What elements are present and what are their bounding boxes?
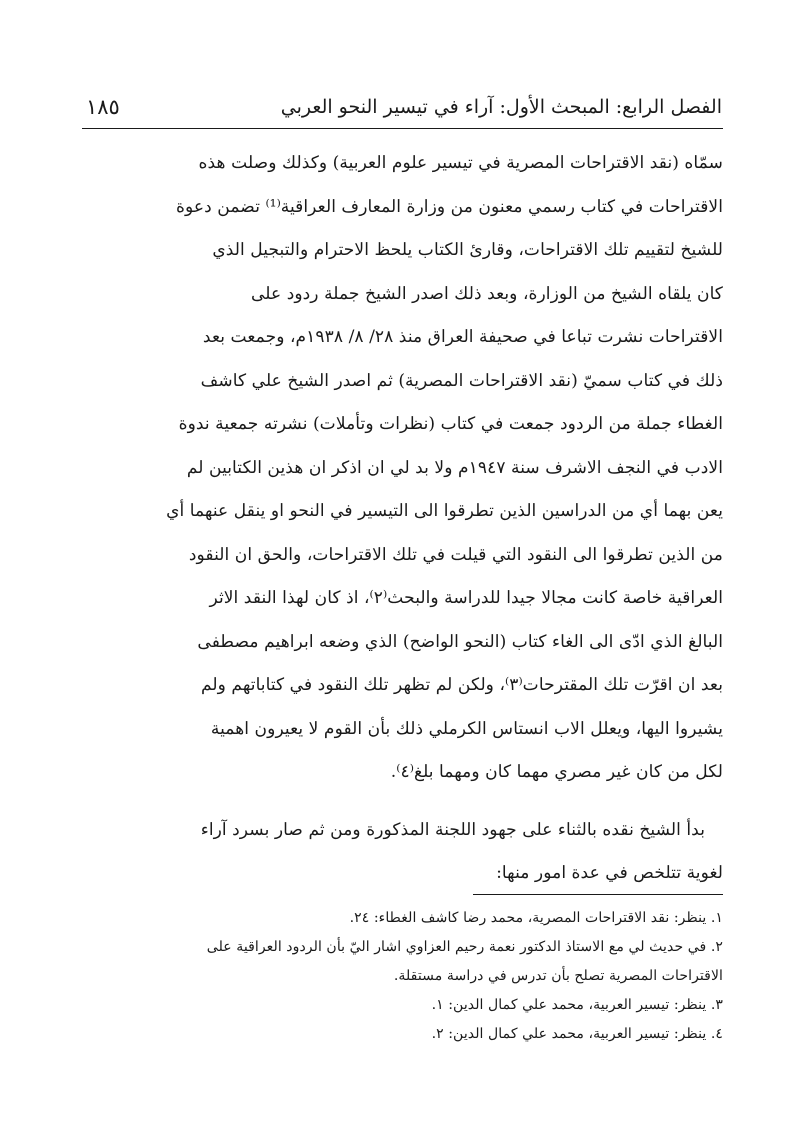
text-line: الغطاء جملة من الردود جمعت في كتاب (نظرات وتأملات) نشرته جمعية ندوة — [178, 414, 723, 434]
footnote-3: ٣. ينظر: تيسير العربية، محمد علي كمال الدين: ١. — [431, 997, 723, 1013]
paragraph-2 — [82, 809, 723, 896]
running-head: الفصل الرابع: المبحث الأول: آراء في تيسير النحو العربي — [280, 96, 722, 118]
text-line: الاقتراحات نشرت تباعا في صحيفة العراق منذ ٢٨/ ٨/ ١٩٣٨م، وجمعت بعد — [202, 327, 723, 347]
footnote-1: ١. ينظر: نقد الاقتراحات المصرية، محمد رضا كاشف الغطاء: ٢٤. — [349, 910, 723, 926]
text-line: بدأ الشيخ نقده بالثناء على جهود اللجنة المذكورة ومن ثم صار بسرد آراء — [200, 819, 705, 840]
text-line: لكل من كان غير مصري مهما كان ومهما بلغ⁽٤⁾. — [390, 762, 723, 782]
header-rule — [82, 128, 723, 129]
text-line: للشيخ لتقييم تلك الاقتراحات، وقارئ الكتاب يلحظ الاحترام والتبجيل الذي — [212, 240, 723, 260]
footnote-2-continued: الاقتراحات المصرية تصلح بأن تدرس في دراسة مستقلة. — [393, 968, 723, 984]
text-line: بعد ان اقرّت تلك المقترحات⁽٣⁾، ولكن لم تظهر تلك النقود في كتاباتهم ولم — [200, 675, 723, 695]
text-line: كان يلقاه الشيخ من الوزارة، وبعد ذلك اصدر الشيخ جملة ردود على — [250, 283, 723, 304]
text-line: الادب في النجف الاشرف سنة ١٩٤٧م ولا بد لي ان اذكر ان هذين الكتابين لم — [186, 457, 723, 478]
footnotes — [82, 904, 723, 1049]
paragraph-1 — [82, 142, 723, 795]
text-line: العراقية خاصة كانت مجالا جيدا للدراسة والبحث⁽٢⁾، اذ كان لهذا النقد الاثر — [209, 588, 723, 608]
text-line: من الذين تطرقوا الى النقود التي قيلت في تلك الاقتراحات، والحق ان النقود — [188, 544, 723, 565]
footnote-separator — [473, 894, 723, 895]
text-line: يشيروا اليها، ويعلل الاب انستاس الكرملي ذلك بأن القوم لا يعيرون اهمية — [210, 718, 723, 739]
text-line: سمّاه (نقد الاقتراحات المصرية في تيسير علوم العربية) وكذلك وصلت هذه — [198, 153, 723, 173]
text-line: ذلك في كتاب سميّ (نقد الاقتراحات المصرية) ثم اصدر الشيخ علي كاشف — [200, 370, 723, 391]
text-line: لغوية تتلخص في عدة امور منها: — [496, 863, 723, 883]
text-line: الاقتراحات في كتاب رسمي معنون من وزارة المعارف العراقية⁽¹⁾ تضمن دعوة — [176, 196, 723, 217]
text-line: يعن بهما أي من الدراسين الذين تطرقوا الى التيسير في النحو او ينقل عنهما أي — [166, 501, 723, 521]
page-header — [82, 92, 722, 122]
text-line: البالغ الذي ادّى الى الغاء كتاب (النحو الواضح) الذي وضعه ابراهيم مصطفى — [197, 631, 723, 652]
footnote-4: ٤. ينظر: تيسير العربية، محمد علي كمال الدين: ٢. — [431, 1026, 723, 1042]
footnote-2: ٢. في حديث لي مع الاستاذ الدكتور نعمة رحيم العزاوي اشار اليّ بأن الردود العراقية على — [206, 939, 723, 955]
body-text — [82, 142, 723, 896]
page-number: ١٨٥ — [86, 95, 120, 119]
